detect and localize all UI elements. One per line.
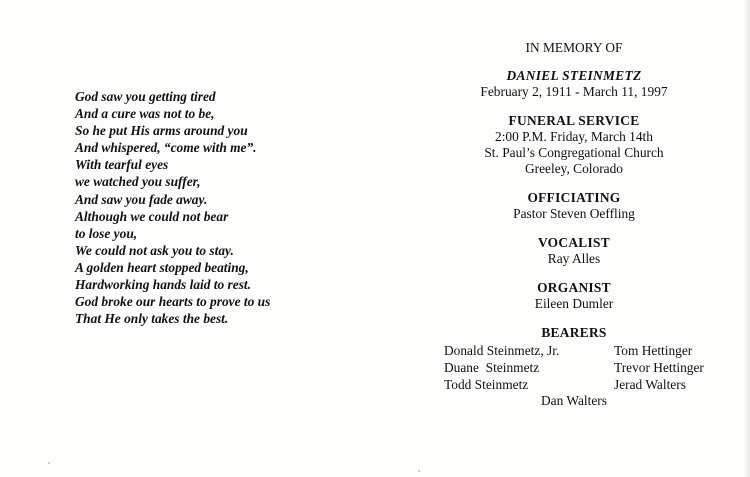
poem-line: So he put His arms around you [75,123,248,139]
service-church: St. Paul’s Congregational Church [484,145,664,160]
poem-line: And a cure was not to be, [75,106,215,122]
funeral-service-heading: FUNERAL SERVICE [508,113,640,128]
poem-line: And saw you fade away. [75,191,208,207]
officiating-heading: OFFICIATING [527,190,621,205]
poem-line: Hardworking hands laid to rest. [75,277,251,293]
in-memory-heading: IN MEMORY OF [525,40,623,55]
poem-line: And whispered, “come with me”. [75,140,257,156]
funeral-service-section [440,113,708,177]
poem-line: With tearful eyes [75,157,169,173]
life-dates: February 2, 1911 - March 11, 1997 [480,84,668,99]
vocalist-section [440,235,708,267]
paper-speck [48,462,50,464]
bearer-name: Dan Walters [541,393,607,408]
poem-line: Although we could not bear [75,208,229,224]
service-time: 2:00 P.M. Friday, March 14th [495,129,653,144]
vocalist-name: Ray Alles [547,251,601,266]
poem-line: We could not ask you to stay. [75,242,234,258]
bearer-name: Todd Steinmetz [444,377,529,392]
vocalist-heading: VOCALIST [537,235,611,250]
bearer-name: Tom Hettinger [614,343,693,358]
page-edge-shadow [744,0,750,477]
deceased-name: DANIEL STEINMETZ [506,68,642,83]
paper-speck [418,470,420,472]
poem-line: That He only takes the best. [75,311,229,327]
poem-line: God saw you getting tired [75,89,216,104]
bearer-name: Donald Steinmetz, Jr. [444,343,560,358]
service-location: Greeley, Colorado [524,161,624,176]
bearers-section [440,325,708,409]
poem-line: to lose you, [75,225,138,241]
officiating-section [440,190,708,222]
organist-section [440,280,708,312]
poem-line: we watched you suffer, [75,174,201,190]
organist-heading: ORGANIST [537,280,611,295]
bearer-name: Trevor Hettinger [614,360,704,375]
bearers-list [440,341,708,393]
officiant-name: Pastor Steven Oeffling [513,206,635,221]
bearers-heading: BEARERS [541,325,607,340]
poem-line: A golden heart stopped beating, [75,259,249,275]
bearer-name: Jerad Walters [614,377,686,392]
organist-name: Eileen Dumler [534,296,614,311]
poem-line: God broke our hearts to prove to us [75,294,271,310]
service-program [440,40,708,409]
memorial-poem [75,88,270,327]
bearer-name: Duane Steinmetz [444,360,540,375]
